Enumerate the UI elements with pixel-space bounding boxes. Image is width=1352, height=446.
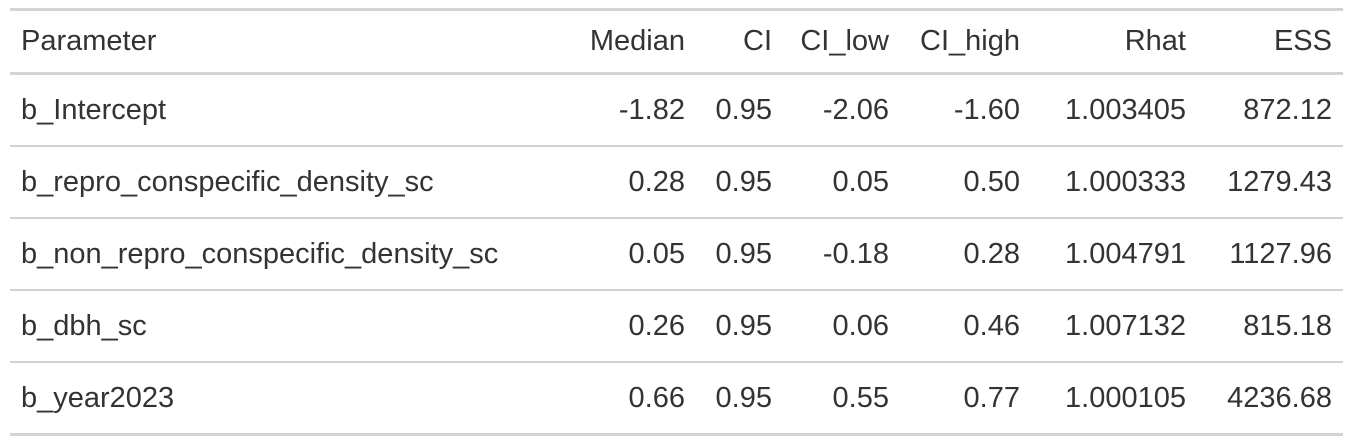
header-parameter: Parameter [21,25,157,57]
cell-ci-high: 0.50 [963,165,1020,198]
cell-ci: 0.95 [715,165,772,198]
cell-median: 0.26 [628,309,685,342]
cell-median: 0.28 [628,165,685,198]
cell-rhat: 1.000105 [1065,381,1186,414]
cell-ci-low: 0.06 [832,309,889,342]
table-header-row [10,10,1343,74]
cell-ci-low: -2.06 [822,93,889,126]
cell-parameter: b_year2023 [21,381,175,414]
cell-ess: 815.18 [1243,309,1332,342]
cell-parameter: b_Intercept [21,93,167,126]
table-row [10,362,1343,435]
table-row [10,146,1343,218]
cell-ci: 0.95 [715,309,772,342]
cell-ci-high: 0.46 [963,309,1020,342]
cell-ci-low: 0.05 [832,165,889,198]
cell-median: 0.05 [628,237,685,270]
cell-ci-low: -0.18 [822,237,889,270]
cell-ci-high: 0.77 [963,381,1020,414]
header-ci-high: CI_high [920,25,1020,57]
header-ci-low: CI_low [800,25,889,57]
cell-ess: 1279.43 [1227,165,1332,198]
table-row [10,290,1343,362]
cell-median: 0.66 [628,381,685,414]
cell-ci-high: -1.60 [953,93,1020,126]
parameter-table [10,8,1343,436]
cell-ci-low: 0.55 [832,381,889,414]
cell-rhat: 1.003405 [1065,93,1186,126]
cell-ci: 0.95 [715,93,772,126]
header-rhat: Rhat [1124,25,1186,57]
cell-ess: 4236.68 [1227,381,1332,414]
table-row [10,74,1343,147]
cell-parameter: b_repro_conspecific_density_sc [21,165,434,198]
cell-rhat: 1.000333 [1065,165,1186,198]
cell-ess: 872.12 [1243,93,1332,126]
cell-median: -1.82 [618,93,685,126]
cell-ess: 1127.96 [1229,237,1332,270]
cell-rhat: 1.004791 [1065,237,1186,270]
cell-ci: 0.95 [715,237,772,270]
header-ci: CI [743,25,772,57]
cell-rhat: 1.007132 [1065,309,1186,342]
results-table-container [10,8,1343,436]
cell-ci: 0.95 [715,381,772,414]
cell-ci-high: 0.28 [963,237,1020,270]
cell-parameter: b_non_repro_conspecific_density_sc [21,237,499,270]
table-row [10,218,1343,290]
cell-parameter: b_dbh_sc [21,309,147,342]
header-median: Median [589,25,685,57]
header-ess: ESS [1273,25,1332,57]
